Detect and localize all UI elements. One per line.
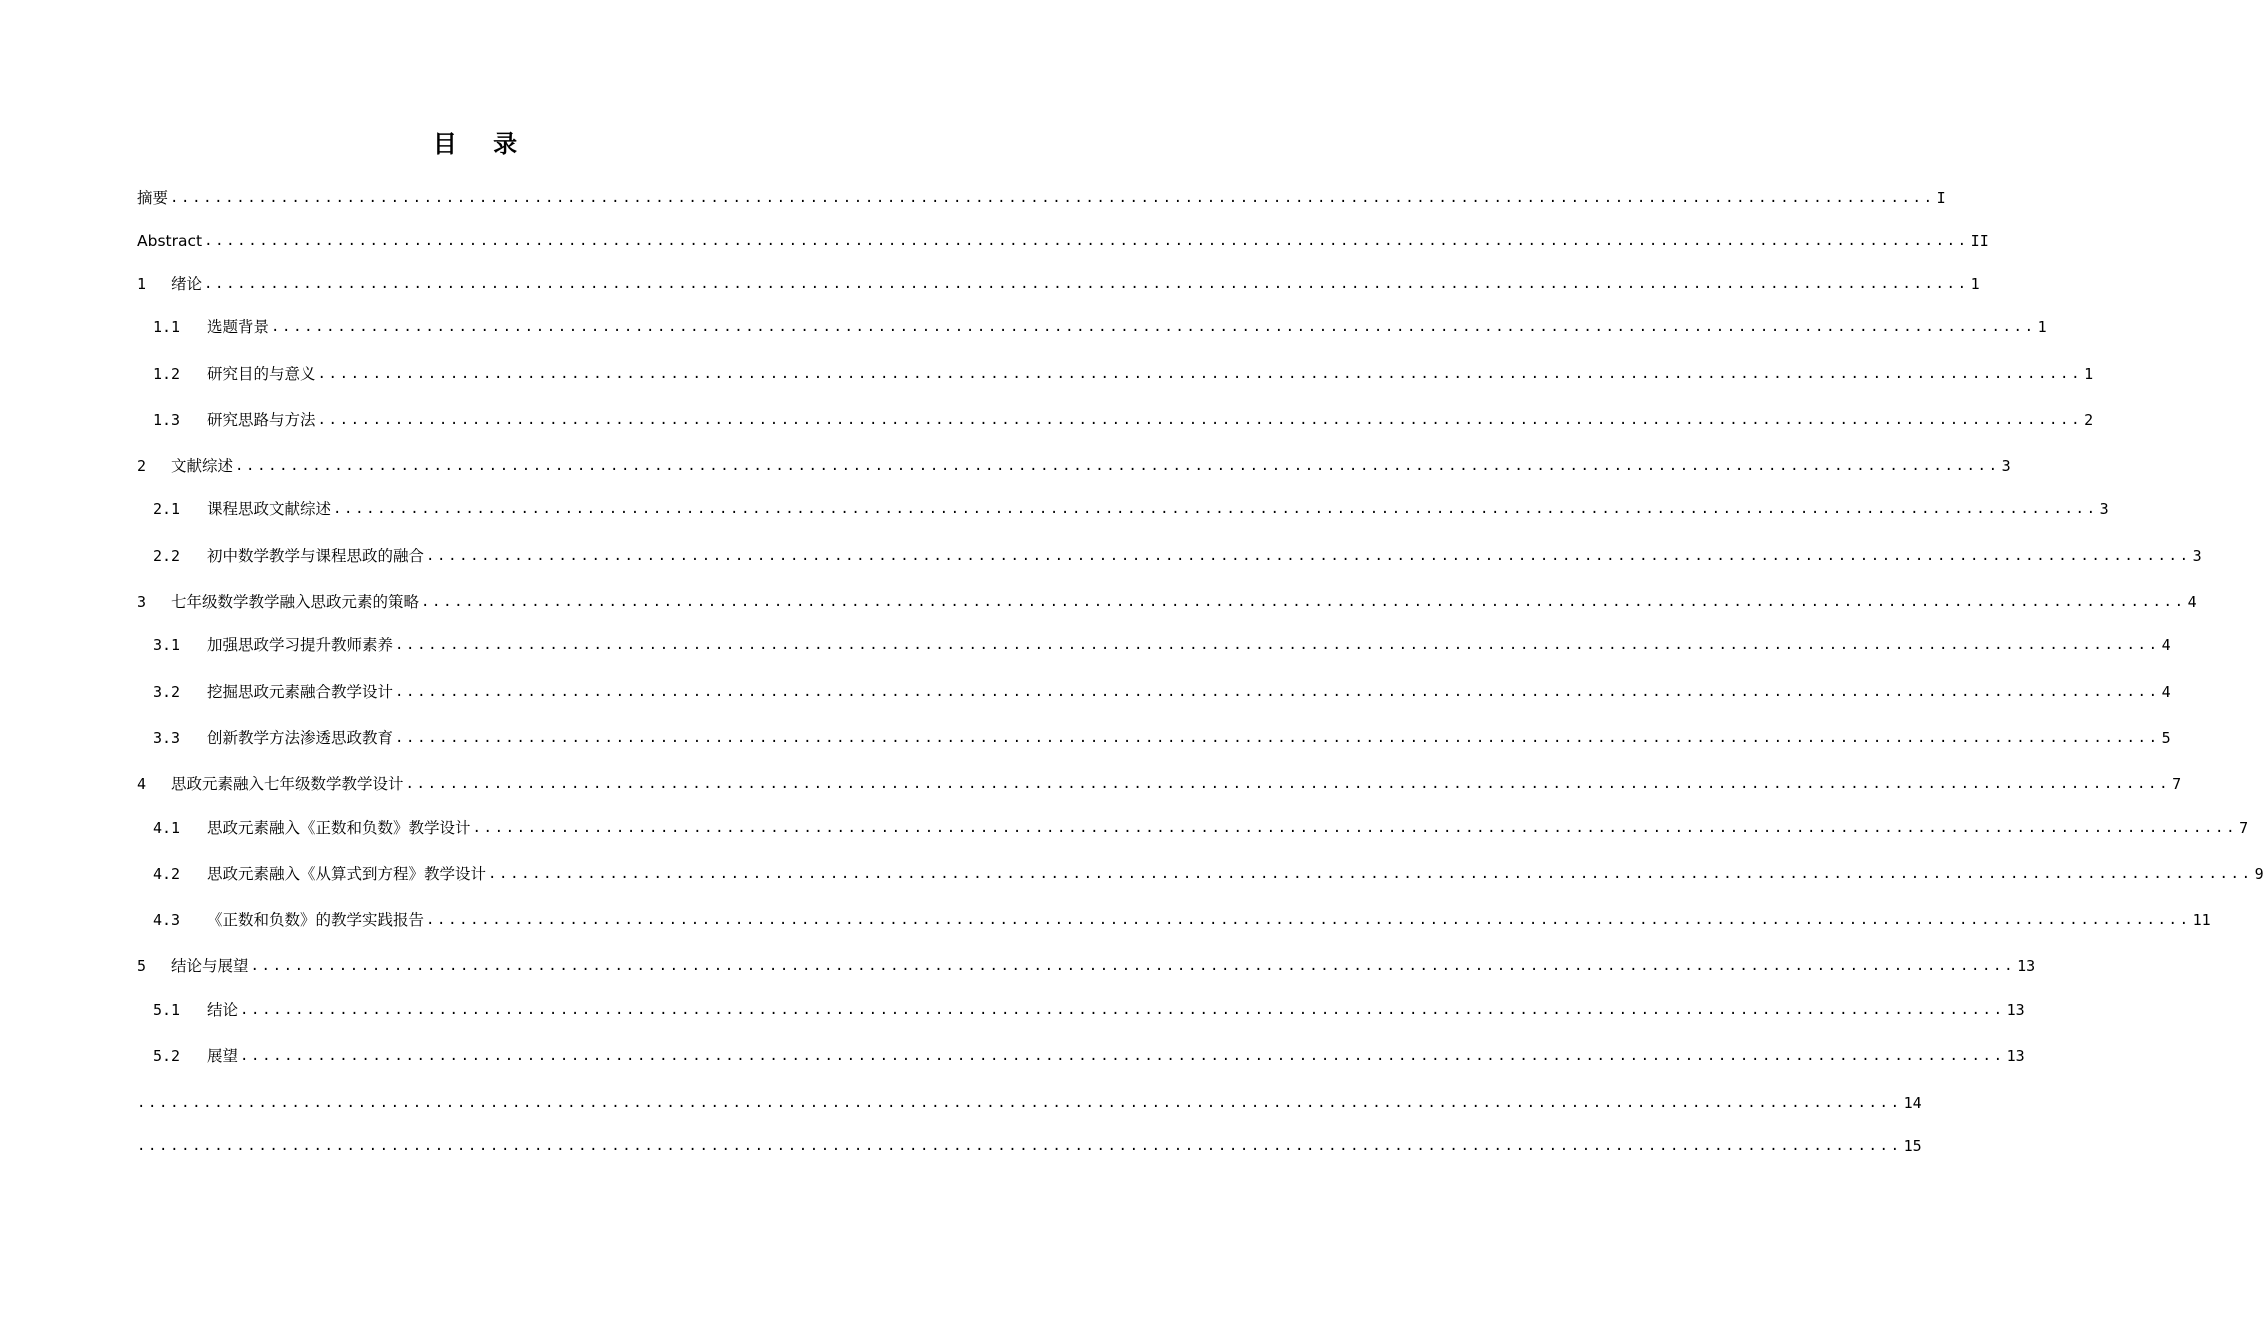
toc-leader-dots: ................................................................................................................................................................	[317, 412, 2083, 428]
toc-leader-dots: ................................................................................................................................................................	[472, 820, 2238, 836]
toc-entry-abstract-en[interactable]	[137, 227, 1989, 251]
toc-leader-dots: ................................................................................................................................................................	[421, 594, 2186, 610]
toc-leader-dots: ................................................................................................................................................................	[395, 637, 2160, 653]
toc-entry-text: 选题背景	[207, 318, 270, 336]
toc-leader-dots: ................................................................................................................................................................	[204, 233, 1969, 249]
toc-page-number: 7	[2172, 775, 2182, 793]
toc-page-number: 2	[2084, 411, 2094, 429]
toc-entry-text: 思政元素融入七年级数学教学设计	[171, 775, 404, 793]
toc-entry-section-3-1[interactable]	[153, 631, 2171, 655]
toc-entry-text: 研究目的与意义	[207, 365, 316, 383]
toc-entry-section-2-2[interactable]	[153, 542, 2202, 566]
toc-entry-text: 加强思政学习提升教师素养	[207, 636, 394, 654]
toc-leader-dots: ................................................................................................................................................................	[170, 190, 1935, 206]
toc-leader-dots: ................................................................................................................................................................	[426, 548, 2191, 564]
toc-leader-dots: ................................................................................................................................................................	[137, 1138, 1902, 1154]
toc-entry-text: 结论与展望	[171, 957, 249, 975]
toc-entry-section-1-3[interactable]	[153, 406, 2094, 430]
toc-leader-dots: ................................................................................................................................................................	[426, 912, 2191, 928]
toc-entry-chapter-1[interactable]	[137, 270, 1980, 294]
toc-leader-dots: ................................................................................................................................................................	[317, 366, 2083, 382]
toc-page-number: 13	[2006, 1047, 2025, 1065]
toc-entry-number: 1.1	[153, 318, 181, 336]
toc-leader-dots: ................................................................................................................................................................	[395, 730, 2160, 746]
toc-entry-number: 5	[137, 957, 147, 975]
toc-page-number: 4	[2187, 593, 2197, 611]
toc-entry-chapter-2[interactable]	[137, 452, 2011, 476]
toc-page-number: 4	[2161, 636, 2171, 654]
toc-entry-chapter-3[interactable]	[137, 588, 2197, 612]
toc-entry-section-1-1[interactable]	[153, 313, 2047, 337]
toc-leader-dots: ................................................................................................................................................................	[137, 1095, 1902, 1111]
toc-entry-text: 展望	[207, 1047, 239, 1065]
toc-entry-number: 2	[137, 457, 147, 475]
toc-list	[137, 0, 2264, 1344]
toc-leader-dots: ................................................................................................................................................................	[405, 776, 2171, 792]
toc-entry-number: 5.2	[153, 1047, 181, 1065]
toc-page-number: 4	[2161, 683, 2171, 701]
toc-entry-text: 挖掘思政元素融合教学设计	[207, 683, 394, 701]
toc-entry-section-4-2[interactable]	[153, 860, 2264, 884]
toc-entry-text: 创新教学方法渗透思政教育	[207, 729, 394, 747]
toc-entry-chapter-5[interactable]	[137, 952, 2036, 976]
toc-title: 目 录	[432, 130, 532, 158]
toc-entry-number: 3.2	[153, 683, 181, 701]
toc-page-number: II	[1970, 232, 1989, 250]
toc-entry-text: 结论	[207, 1001, 239, 1019]
toc-leader-dots: ................................................................................................................................................................	[488, 866, 2253, 882]
toc-entry-unnamed-15[interactable]	[137, 1132, 1922, 1156]
toc-leader-dots: ................................................................................................................................................................	[250, 958, 2016, 974]
toc-entry-number: 3.1	[153, 636, 181, 654]
toc-page-number: 3	[2192, 547, 2202, 565]
toc-entry-number: 1	[137, 275, 147, 293]
toc-entry-text: 思政元素融入《从算式到方程》教学设计	[207, 865, 487, 883]
toc-leader-dots: ................................................................................................................................................................	[240, 1048, 2005, 1064]
toc-page-number: I	[1936, 189, 1946, 207]
toc-entry-text: 《正数和负数》的教学实践报告	[207, 911, 425, 929]
toc-entry-text: 研究思路与方法	[207, 411, 316, 429]
toc-entry-abstract-cn[interactable]	[137, 184, 1946, 208]
toc-page-number: 1	[2037, 318, 2047, 336]
toc-entry-number: 2.2	[153, 547, 181, 565]
toc-page-number: 7	[2239, 819, 2249, 837]
toc-page-number: 3	[2001, 457, 2011, 475]
toc-entry-section-5-1[interactable]	[153, 996, 2025, 1020]
toc-entry-number: 1.2	[153, 365, 181, 383]
toc-entry-section-5-2[interactable]	[153, 1042, 2025, 1066]
toc-entry-text: 绪论	[171, 275, 203, 293]
toc-entry-number: 4.1	[153, 819, 181, 837]
toc-page-number: 13	[2006, 1001, 2025, 1019]
toc-entry-text: 课程思政文献综述	[207, 500, 332, 518]
toc-entry-number: 5.1	[153, 1001, 181, 1019]
toc-leader-dots: ................................................................................................................................................................	[271, 319, 2036, 335]
toc-page-number: 3	[2099, 500, 2109, 518]
toc-entry-number: 4.2	[153, 865, 181, 883]
toc-entry-section-3-2[interactable]	[153, 678, 2171, 702]
toc-page-number: 1	[1970, 275, 1980, 293]
toc-entry-section-1-2[interactable]	[153, 360, 2094, 384]
toc-entry-text: 文献综述	[171, 457, 234, 475]
toc-entry-text: 思政元素融入《正数和负数》教学设计	[207, 819, 471, 837]
toc-leader-dots: ................................................................................................................................................................	[235, 458, 2000, 474]
toc-entry-chapter-4[interactable]	[137, 770, 2182, 794]
toc-entry-section-3-3[interactable]	[153, 724, 2171, 748]
toc-page-number: 14	[1903, 1094, 1922, 1112]
toc-entry-unnamed-14[interactable]	[137, 1089, 1922, 1113]
toc-page-number: 11	[2192, 911, 2211, 929]
toc-entry-text: 七年级数学教学融入思政元素的策略	[171, 593, 420, 611]
toc-leader-dots: ................................................................................................................................................................	[240, 1002, 2005, 1018]
toc-entry-number: 2.1	[153, 500, 181, 518]
toc-page-number: 5	[2161, 729, 2171, 747]
toc-entry-number: 4	[137, 775, 147, 793]
toc-entry-text: 摘要	[137, 189, 169, 207]
toc-page-number: 15	[1903, 1137, 1922, 1155]
toc-page-number: 13	[2017, 957, 2036, 975]
toc-entry-number: 3.3	[153, 729, 181, 747]
toc-leader-dots: ................................................................................................................................................................	[204, 276, 1969, 292]
toc-entry-section-2-1[interactable]	[153, 495, 2109, 519]
toc-leader-dots: ................................................................................................................................................................	[395, 684, 2160, 700]
toc-entry-section-4-3[interactable]	[153, 906, 2211, 930]
toc-leader-dots: ................................................................................................................................................................	[333, 501, 2098, 517]
toc-page-number: 1	[2084, 365, 2094, 383]
toc-entry-number: 4.3	[153, 911, 181, 929]
toc-page-number: 9	[2254, 865, 2264, 883]
toc-entry-number: 3	[137, 593, 147, 611]
toc-entry-text: Abstract	[137, 232, 203, 250]
toc-entry-number: 1.3	[153, 411, 181, 429]
toc-entry-section-4-1[interactable]	[153, 814, 2249, 838]
toc-entry-text: 初中数学教学与课程思政的融合	[207, 547, 425, 565]
